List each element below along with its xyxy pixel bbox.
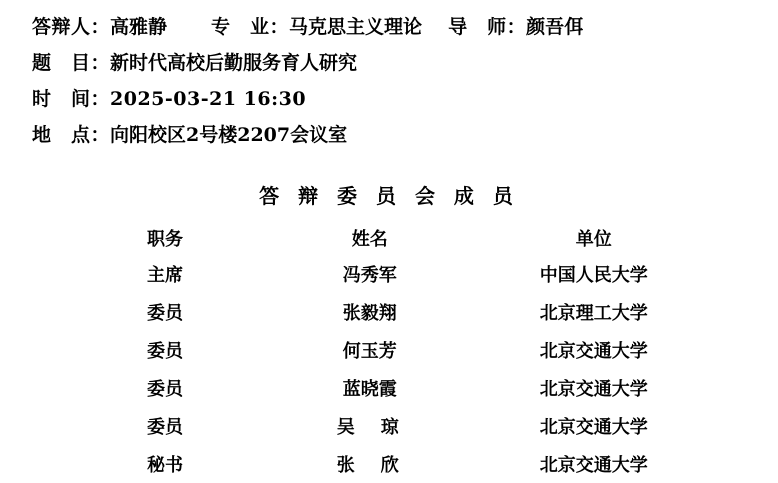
member-name: 吴 琼	[336, 417, 403, 438]
table-row	[69, 255, 709, 293]
place-line	[32, 126, 754, 162]
column-header-role: 职务	[147, 229, 183, 250]
member-name: 张毅翔	[342, 303, 397, 324]
advisor-label: 导 师：	[448, 16, 527, 38]
member-role: 委员	[147, 341, 183, 362]
major-label: 专 业：	[211, 16, 290, 38]
member-unit: 中国人民大学	[539, 265, 648, 286]
committee-table	[69, 219, 709, 483]
member-role: 委员	[147, 417, 183, 438]
place-value: 向阳校区2号楼2207会议室	[110, 124, 348, 146]
table-row	[69, 445, 709, 483]
major-value: 马克思主义理论	[289, 16, 423, 38]
time-value: 2025-03-21 16:30	[110, 88, 307, 110]
member-unit: 北京交通大学	[539, 455, 648, 476]
member-unit: 北京交通大学	[539, 379, 648, 400]
committee-section-title: 答 辩 委 员 会 成 员	[259, 184, 519, 208]
place-label: 地 点：	[32, 124, 111, 146]
table-row	[69, 293, 709, 331]
defender-value: 高雅静	[110, 16, 168, 38]
title-label: 题 目：	[32, 52, 111, 74]
member-name: 张 欣	[336, 455, 403, 476]
defense-info-block	[32, 18, 754, 162]
defender-label: 答辩人：	[32, 16, 111, 38]
defender-line	[32, 18, 754, 54]
member-name: 蓝晓霞	[342, 379, 397, 400]
time-label: 时 间：	[32, 88, 111, 110]
member-unit: 北京交通大学	[539, 417, 648, 438]
member-role: 秘书	[147, 455, 183, 476]
time-line	[32, 90, 754, 126]
table-row	[69, 407, 709, 445]
column-header-unit: 单位	[575, 229, 612, 250]
column-header-name: 姓名	[351, 229, 388, 250]
member-role: 主席	[147, 265, 183, 286]
table-row	[69, 331, 709, 369]
member-name: 冯秀军	[342, 265, 397, 286]
advisor-value: 颜吾佴	[526, 16, 584, 38]
member-name: 何玉芳	[342, 341, 397, 362]
title-value: 新时代高校后勤服务育人研究	[110, 52, 358, 74]
member-role: 委员	[147, 379, 183, 400]
title-line	[32, 54, 754, 90]
member-unit: 北京交通大学	[539, 341, 648, 362]
table-row	[69, 369, 709, 407]
member-unit: 北京理工大学	[539, 303, 648, 324]
member-role: 委员	[147, 303, 183, 324]
table-header-row	[69, 219, 709, 255]
